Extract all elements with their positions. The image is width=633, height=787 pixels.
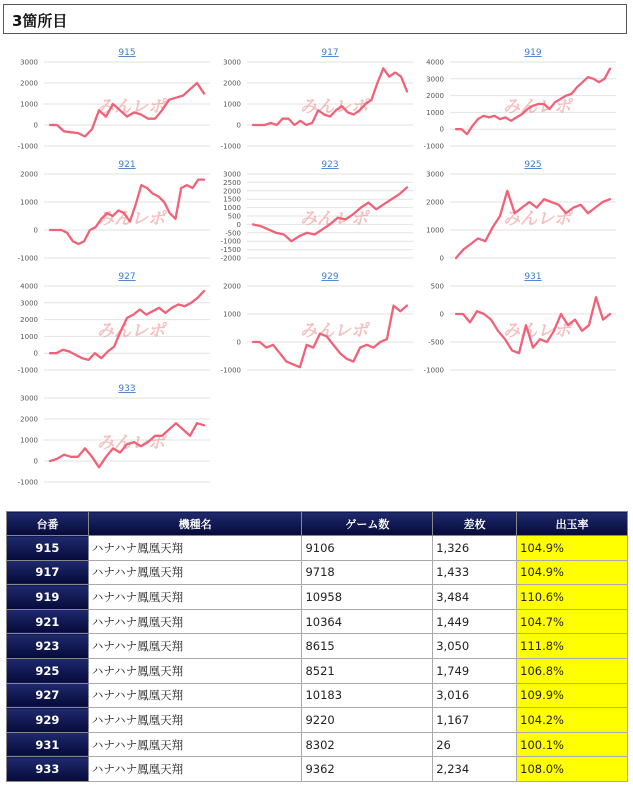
chart-919: [418, 46, 623, 156]
chart-title-link[interactable]: 931: [524, 272, 542, 282]
page-title: 3箇所目: [12, 12, 68, 30]
cell-game-count: 10364: [302, 609, 433, 634]
chart-931: [418, 270, 623, 380]
watermark-logo: みんレポ: [300, 321, 368, 341]
cell-unit-number: 925: [7, 658, 89, 683]
y-tick-label: -1000: [423, 366, 444, 375]
y-tick-label: 1000: [223, 310, 241, 319]
chart-svg: [12, 158, 217, 268]
col-header-unit: 台番: [7, 512, 89, 536]
cell-machine-name: ハナハナ鳳凰天翔: [88, 708, 302, 733]
watermark-logo: みんレポ: [503, 321, 571, 341]
watermark-logo: みんレポ: [97, 209, 165, 229]
chart-915: [12, 46, 217, 156]
chart-title-link[interactable]: 923: [321, 160, 339, 170]
cell-payout-rate: 104.9%: [517, 536, 628, 561]
y-tick-label: 1000: [223, 100, 241, 109]
cell-unit-number: 917: [7, 560, 89, 585]
y-tick-label: 0: [33, 226, 38, 235]
cell-machine-name: ハナハナ鳳凰天翔: [88, 732, 302, 757]
chart-svg: [418, 158, 623, 268]
y-tick-label: -1000: [220, 237, 241, 246]
y-tick-label: 2000: [20, 415, 38, 424]
cell-diff: 26: [433, 732, 517, 757]
cell-diff: 2,234: [433, 757, 517, 782]
cell-unit-number: 929: [7, 708, 89, 733]
chart-svg: [215, 270, 420, 380]
y-tick-label: 2000: [20, 79, 38, 88]
table-row: [7, 708, 628, 733]
cell-diff: 1,326: [433, 536, 517, 561]
y-tick-label: 1000: [20, 198, 38, 207]
cell-diff: 3,484: [433, 585, 517, 610]
chart-title-link[interactable]: 915: [118, 48, 136, 58]
y-tick-label: 3000: [223, 58, 241, 67]
y-tick-label: 3000: [426, 75, 444, 84]
watermark-logo: みんレポ: [97, 433, 165, 453]
y-tick-label: 4000: [426, 58, 444, 67]
y-tick-label: -1000: [220, 366, 241, 375]
cell-unit-number: 915: [7, 536, 89, 561]
watermark-logo: みんレポ: [97, 321, 165, 341]
chart-929: [215, 270, 420, 380]
cell-diff: 1,433: [433, 560, 517, 585]
watermark-logo: みんレポ: [503, 97, 571, 117]
col-header-machine: 機種名: [88, 512, 302, 536]
chart-title-link[interactable]: 933: [118, 384, 136, 394]
table-row: [7, 609, 628, 634]
table-row: [7, 683, 628, 708]
watermark-logo: みんレポ: [300, 97, 368, 117]
cell-payout-rate: 110.6%: [517, 585, 628, 610]
y-tick-label: -1000: [17, 478, 38, 487]
section-header: [3, 4, 627, 34]
cell-diff: 1,749: [433, 658, 517, 683]
y-tick-label: 2000: [223, 282, 241, 291]
y-tick-label: 3000: [20, 58, 38, 67]
chart-title-link[interactable]: 919: [524, 48, 542, 58]
chart-title-link[interactable]: 929: [321, 272, 339, 282]
cell-machine-name: ハナハナ鳳凰天翔: [88, 609, 302, 634]
y-tick-label: 1000: [20, 100, 38, 109]
cell-unit-number: 927: [7, 683, 89, 708]
cell-payout-rate: 106.8%: [517, 658, 628, 683]
y-tick-label: 0: [439, 125, 444, 134]
y-tick-label: 1000: [20, 436, 38, 445]
chart-917: [215, 46, 420, 156]
watermark-logo: みんレポ: [300, 209, 368, 229]
chart-923: [215, 158, 420, 268]
y-tick-label: 0: [236, 220, 241, 229]
y-tick-label: -1000: [17, 142, 38, 151]
cell-machine-name: ハナハナ鳳凰天翔: [88, 658, 302, 683]
y-tick-label: 2000: [20, 170, 38, 179]
cell-machine-name: ハナハナ鳳凰天翔: [88, 585, 302, 610]
y-tick-label: 1000: [426, 226, 444, 235]
cell-machine-name: ハナハナ鳳凰天翔: [88, 560, 302, 585]
cell-diff: 1,167: [433, 708, 517, 733]
cell-payout-rate: 100.1%: [517, 732, 628, 757]
cell-unit-number: 921: [7, 609, 89, 634]
table-header-row: [7, 512, 628, 536]
y-tick-label: -500: [225, 229, 241, 238]
chart-title-link[interactable]: 925: [524, 160, 542, 170]
chart-svg: [215, 46, 420, 156]
y-tick-label: 0: [33, 121, 38, 130]
cell-game-count: 8521: [302, 658, 433, 683]
cell-diff: 1,449: [433, 609, 517, 634]
cell-game-count: 10183: [302, 683, 433, 708]
cell-game-count: 10958: [302, 585, 433, 610]
y-tick-label: -1000: [17, 366, 38, 375]
chart-933: [12, 382, 217, 492]
y-tick-label: 2500: [223, 178, 241, 187]
y-tick-label: -1000: [423, 142, 444, 151]
chart-925: [418, 158, 623, 268]
chart-svg: [215, 158, 420, 268]
y-tick-label: 1000: [223, 204, 241, 213]
cell-game-count: 8302: [302, 732, 433, 757]
watermark-logo: みんレポ: [97, 97, 165, 117]
y-tick-label: 1500: [223, 195, 241, 204]
chart-title-link[interactable]: 921: [118, 160, 136, 170]
cell-game-count: 9362: [302, 757, 433, 782]
y-tick-label: 3000: [426, 170, 444, 179]
table-row: [7, 658, 628, 683]
y-tick-label: 2000: [20, 316, 38, 325]
cell-game-count: 9106: [302, 536, 433, 561]
cell-diff: 3,016: [433, 683, 517, 708]
chart-927: [12, 270, 217, 380]
y-tick-label: -1500: [220, 246, 241, 255]
y-tick-label: -500: [428, 338, 444, 347]
cell-game-count: 9718: [302, 560, 433, 585]
y-tick-label: 0: [439, 254, 444, 263]
y-tick-label: 0: [236, 121, 241, 130]
cell-payout-rate: 104.9%: [517, 560, 628, 585]
col-header-rate: 出玉率: [517, 512, 628, 536]
chart-svg: [418, 270, 623, 380]
cell-machine-name: ハナハナ鳳凰天翔: [88, 683, 302, 708]
table-row: [7, 560, 628, 585]
cell-unit-number: 933: [7, 757, 89, 782]
y-tick-label: 500: [430, 282, 444, 291]
y-tick-label: 0: [236, 338, 241, 347]
table-row: [7, 634, 628, 659]
y-tick-label: 3000: [20, 299, 38, 308]
y-tick-label: 0: [33, 349, 38, 358]
y-tick-label: 1000: [20, 332, 38, 341]
chart-921: [12, 158, 217, 268]
chart-title-link[interactable]: 927: [118, 272, 136, 282]
results-table: [6, 511, 628, 782]
y-tick-label: 2000: [426, 198, 444, 207]
table-row: [7, 585, 628, 610]
cell-unit-number: 919: [7, 585, 89, 610]
cell-machine-name: ハナハナ鳳凰天翔: [88, 634, 302, 659]
chart-svg: [418, 46, 623, 156]
y-tick-label: 1000: [426, 108, 444, 117]
cell-machine-name: ハナハナ鳳凰天翔: [88, 536, 302, 561]
cell-game-count: 8615: [302, 634, 433, 659]
col-header-diff: 差枚: [433, 512, 517, 536]
chart-title-link[interactable]: 917: [321, 48, 339, 58]
y-tick-label: 2000: [426, 92, 444, 101]
y-tick-label: 0: [33, 457, 38, 466]
y-tick-label: -1000: [220, 142, 241, 151]
table-row: [7, 732, 628, 757]
y-tick-label: 3000: [223, 170, 241, 179]
table-row: [7, 536, 628, 561]
chart-svg: [12, 382, 217, 492]
y-tick-label: 2000: [223, 187, 241, 196]
chart-svg: [12, 46, 217, 156]
cell-payout-rate: 104.7%: [517, 609, 628, 634]
y-tick-label: -2000: [220, 254, 241, 263]
chart-svg: [12, 270, 217, 380]
table-row: [7, 757, 628, 782]
y-tick-label: -1000: [17, 254, 38, 263]
cell-unit-number: 923: [7, 634, 89, 659]
cell-payout-rate: 109.9%: [517, 683, 628, 708]
cell-unit-number: 931: [7, 732, 89, 757]
cell-payout-rate: 104.2%: [517, 708, 628, 733]
y-tick-label: 0: [439, 310, 444, 319]
cell-diff: 3,050: [433, 634, 517, 659]
y-tick-label: 2000: [223, 79, 241, 88]
watermark-logo: みんレポ: [503, 209, 571, 229]
y-tick-label: 4000: [20, 282, 38, 291]
cell-machine-name: ハナハナ鳳凰天翔: [88, 757, 302, 782]
col-header-games: ゲーム数: [302, 512, 433, 536]
y-tick-label: 3000: [20, 394, 38, 403]
cell-game-count: 9220: [302, 708, 433, 733]
cell-payout-rate: 108.0%: [517, 757, 628, 782]
y-tick-label: 500: [227, 212, 241, 221]
cell-payout-rate: 111.8%: [517, 634, 628, 659]
